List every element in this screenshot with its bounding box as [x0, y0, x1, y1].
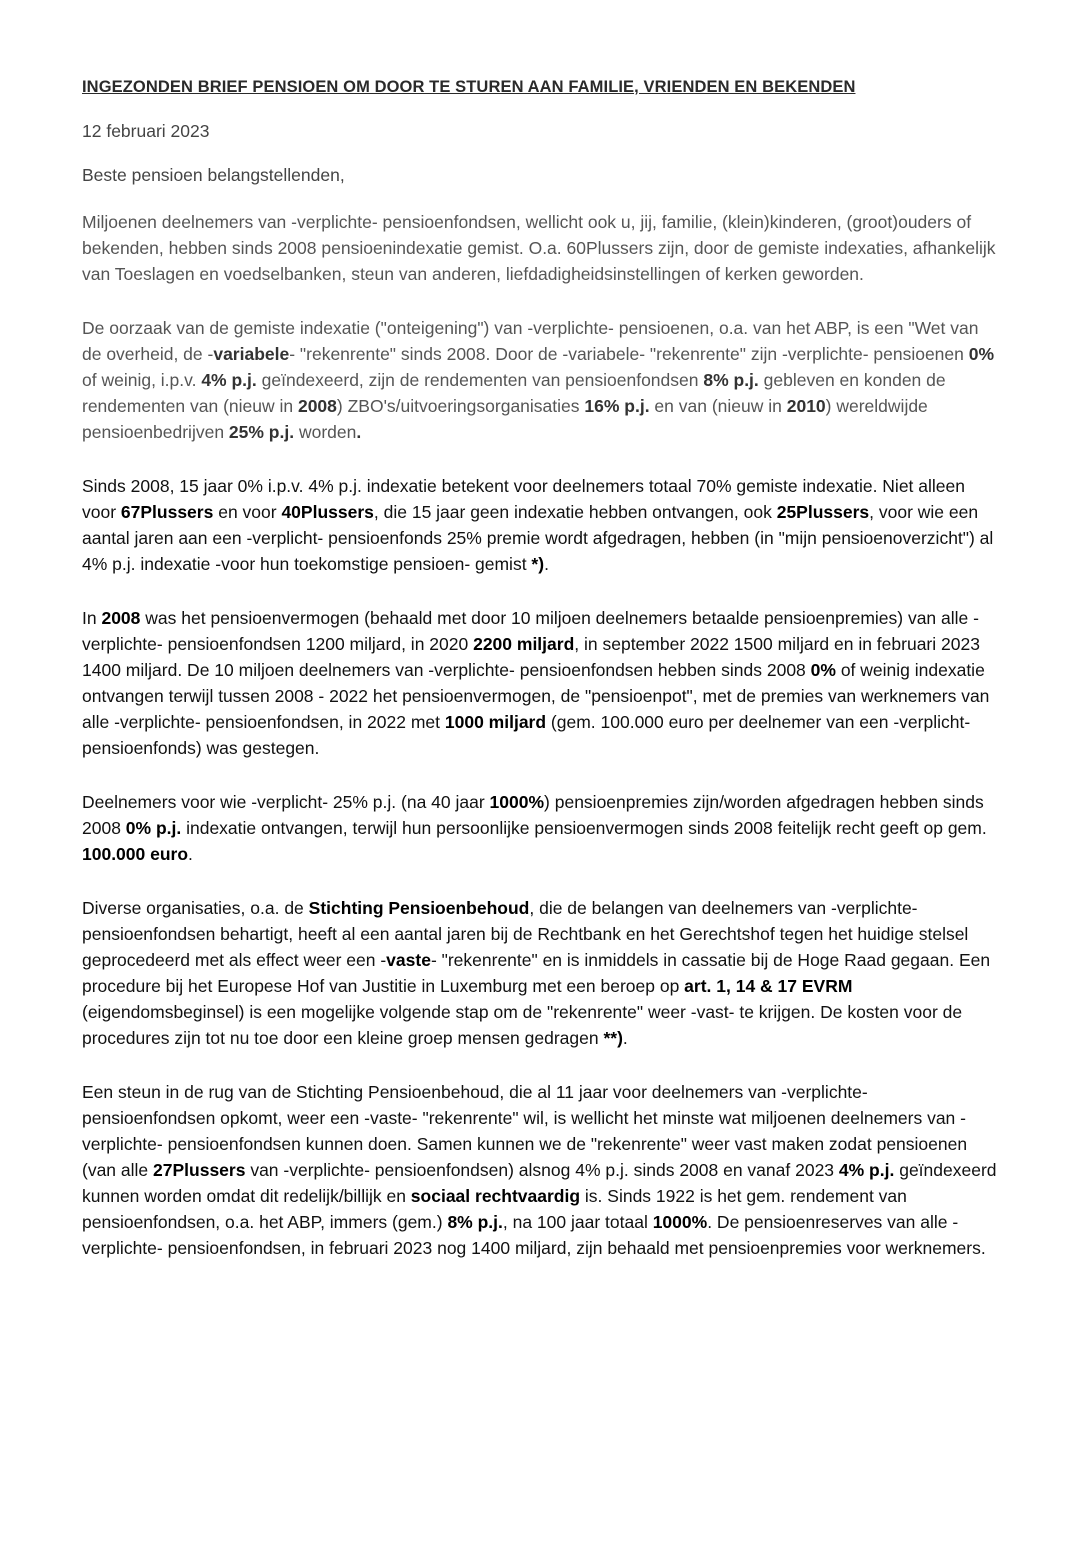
bold-text: **): [603, 1028, 623, 1048]
paragraph-text: gebleven en konden de rendementen van (nieuw in: [82, 370, 946, 416]
paragraph-text: ) ZBO's/uitvoeringsorganisaties: [336, 396, 585, 416]
bold-text: variabele: [213, 344, 290, 364]
bold-text: *): [531, 554, 545, 574]
bold-text: 67Plussers: [120, 502, 214, 522]
bold-text: 27Plussers: [153, 1160, 246, 1180]
letter-body: [82, 209, 1002, 1261]
paragraph-text: Miljoenen deelnemers van -verplichte- pensioenfondsen, wellicht ook u, jij, familie, (klein)kinderen, (groot)ouders of bekenden, hebben sinds 2008 pensioenindexatie gemist. O.a. 60Plussers zijn, door de gemiste indexaties, afhankelijk van Toeslagen en voedselbanken, steun van anderen, liefdadigheidsinstellingen of kerken geworden.: [82, 212, 996, 284]
letter-greeting: Beste pensioen belangstellenden,: [82, 165, 345, 185]
bold-text: art. 1, 14 & 17 EVRM: [684, 976, 853, 996]
paragraph-text: , voor wie een aantal jaren aan een -verplicht- pensioenfonds 25% premie wordt afgedragen, hebben (in "mijn pensioenoverzicht") al 4% p.j. indexatie -voor hun toekomstige pensioen- gemist: [82, 502, 994, 574]
body-paragraph: [82, 315, 1002, 445]
body-paragraph: [82, 473, 1002, 577]
paragraph-text: (gem. 100.000 euro per deelnemer van een -verplicht- pensioenfonds) was gestegen.: [82, 712, 971, 758]
paragraph-text: indexatie ontvangen, terwijl hun persoonlijke pensioenvermogen sinds 2008 feitelijk recht geeft op gem.: [181, 818, 987, 838]
paragraph-text: is. Sinds 1922 is het gem. rendement van pensioenfondsen, o.a. het ABP, immers (gem.): [82, 1186, 907, 1232]
paragraph-text: was het pensioenvermogen (behaald met door 10 miljoen deelnemers betaalde pensioenpremies) van alle -verplichte- pensioenfondsen 1200 miljard, in 2020: [82, 608, 979, 654]
paragraph-text: - "rekenrente" en is inmiddels in cassatie bij de Hoge Raad gegaan. Een procedure bij het Europese Hof van Justitie in Luxemburg met een beroep op: [82, 950, 991, 996]
paragraph-text: (eigendomsbeginsel) is een mogelijke volgende stap om de "rekenrente" weer -vast- te krijgen. De kosten voor de procedures zijn tot nu toe door een kleine groep mensen gedragen: [82, 1002, 963, 1048]
paragraph-text: geïndexeerd, zijn de rendementen van pensioenfondsen: [256, 370, 704, 390]
paragraph-text: ) pensioenpremies zijn/worden afgedragen hebben sinds 2008: [82, 792, 984, 838]
paragraph-text: , in september 2022 1500 miljard en in februari 2023 1400 miljard. De 10 miljoen deelnemers van -verplichte- pensioenfondsen hebben sinds 2008: [82, 634, 980, 680]
paragraph-text: , na 100 jaar totaal: [502, 1212, 653, 1232]
paragraph-text: Diverse organisaties, o.a. de: [82, 898, 309, 918]
bold-text: 0%: [810, 660, 836, 680]
bold-text: 4% p.j.: [201, 370, 257, 390]
paragraph-text: Sinds 2008, 15 jaar 0% i.p.v. 4% p.j. indexatie betekent voor deelnemers totaal 70% gemiste indexatie. Niet alleen voor: [82, 476, 965, 522]
paragraph-text: - "rekenrente" sinds 2008. Door de -variabele- "rekenrente" zijn -verplichte- pensioenen: [289, 344, 969, 364]
bold-text: 100.000 euro: [82, 844, 189, 864]
body-paragraph: [82, 789, 1002, 867]
body-paragraph: [82, 895, 1002, 1051]
bold-text: 2010: [786, 396, 826, 416]
bold-text: 2008: [101, 608, 141, 628]
paragraph-text: worden: [294, 422, 357, 442]
bold-text: 16% p.j.: [584, 396, 650, 416]
bold-text: 25Plussers: [776, 502, 870, 522]
bold-text: 1000 miljard: [444, 712, 547, 732]
bold-text: 25% p.j.: [228, 422, 295, 442]
bold-text: 2008: [297, 396, 337, 416]
paragraph-text: van -verplichte- pensioenfondsen) alsnog 4% p.j. sinds 2008 en vanaf 2023: [245, 1160, 839, 1180]
paragraph-text: Deelnemers voor wie -verplicht- 25% p.j. (na 40 jaar: [82, 792, 490, 812]
bold-text: 4% p.j.: [838, 1160, 895, 1180]
bold-text: Stichting Pensioenbehoud: [308, 898, 530, 918]
paragraph-text: of weinig indexatie ontvangen terwijl tussen 2008 - 2022 het pensioenvermogen, de "pensioenpot", met de premies van werknemers van alle -verplichte- pensioenfondsen, in 2022 met: [82, 660, 990, 732]
bold-text: sociaal rechtvaardig: [410, 1186, 581, 1206]
paragraph-text: .: [622, 1028, 628, 1048]
letter-title: INGEZONDEN BRIEF PENSIOEN OM DOOR TE STUREN AAN FAMILIE, VRIENDEN EN BEKENDEN: [82, 78, 856, 96]
body-paragraph: [82, 605, 1002, 761]
paragraph-text: of weinig, i.p.v.: [82, 370, 202, 390]
paragraph-text: geïndexeerd kunnen worden omdat dit redelijk/billijk en: [82, 1160, 997, 1206]
bold-text: 1000%: [652, 1212, 708, 1232]
bold-text: 1000%: [489, 792, 545, 812]
bold-text: 40Plussers: [281, 502, 374, 522]
bold-text: .: [356, 422, 362, 442]
bold-text: 0%: [968, 344, 995, 364]
paragraph-text: .: [188, 844, 193, 864]
bold-text: 8% p.j.: [703, 370, 759, 390]
paragraph-text: De oorzaak van de gemiste indexatie ("onteigening") van -verplichte- pensioenen, o.a. van het ABP, is een "Wet van de overheid, de -: [82, 318, 979, 364]
paragraph-text: ) wereldwijde pensioenbedrijven: [82, 396, 928, 442]
body-paragraph: [82, 209, 1002, 287]
paragraph-text: en voor: [213, 502, 282, 522]
bold-text: 2200 miljard: [473, 634, 575, 654]
letter-page: [82, 78, 1002, 1289]
paragraph-text: , die 15 jaar geen indexatie hebben ontvangen, ook: [373, 502, 777, 522]
paragraph-text: In: [82, 608, 102, 628]
bold-text: 8% p.j.: [447, 1212, 503, 1232]
paragraph-text: .: [544, 554, 549, 574]
body-paragraph: [82, 1079, 1002, 1261]
paragraph-text: Een steun in de rug van de Stichting Pensioenbehoud, die al 11 jaar voor deelnemers van -verplichte- pensioenfondsen opkomt, weer een -vaste- "rekenrente" wil, is wellicht het minste wat miljoenen deelnemers van -verplichte- pensioenfondsen kunnen doen. Samen kunnen we de "rekenrente" weer vast maken zodat pensioenen (van alle: [82, 1082, 968, 1180]
paragraph-text: , die de belangen van deelnemers van -verplichte- pensioenfondsen behartigt, heeft al een aantal jaren bij de Rechtbank en het Gerechtshof tegen het huidige stelsel geprocedeerd met als effect weer een -: [82, 898, 969, 970]
letter-date: 12 februari 2023: [82, 121, 210, 141]
paragraph-text: . De pensioenreserves van alle -verplichte- pensioenfondsen, in februari 2023 nog 1400 miljard, zijn behaald met pensioenpremies voor werknemers.: [82, 1212, 986, 1258]
bold-text: vaste: [386, 950, 431, 970]
paragraph-text: en van (nieuw in: [649, 396, 787, 416]
bold-text: 0% p.j.: [125, 818, 182, 838]
